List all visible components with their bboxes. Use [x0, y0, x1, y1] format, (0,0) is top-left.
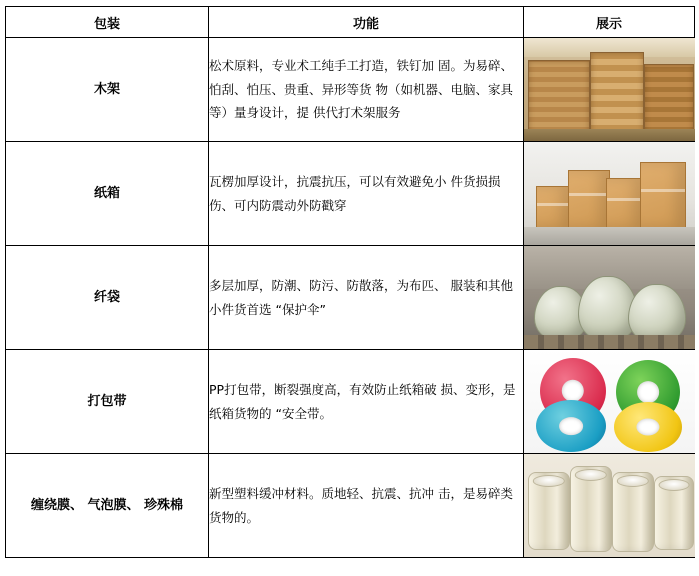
packaging-name-wood-crate: 木架 [6, 38, 209, 142]
film-roll-core [533, 475, 565, 487]
table-header [6, 7, 695, 38]
photo-floor [524, 227, 695, 245]
film-roll-core [575, 469, 607, 481]
packaging-display-stretch-film [524, 454, 695, 558]
packaging-function-stretch-film: 新型塑料缓冲材料。质地轻、抗震、抗冲 击，是易碎类货物的。 [209, 454, 524, 558]
film-roll [612, 472, 654, 552]
carton-boxes-photo [524, 142, 695, 245]
packaging-function-strapping-belt: PP打包带，断裂强度高，有效防止纸箱破 损、变形，是纸箱货物的 “安全带。 [209, 350, 524, 454]
packaging-display-wood-crate [524, 38, 695, 142]
packaging-function-woven-bag: 多层加厚，防潮、防污、防散落，为布匹、 服装和其他小件货首选 “保护伞” [209, 246, 524, 350]
carton-box [536, 186, 572, 228]
strapping-roll-blue [536, 400, 606, 452]
table-row [6, 142, 695, 246]
film-roll [654, 476, 694, 550]
box-tape [641, 189, 685, 192]
column-header-function: 功能 [209, 7, 524, 38]
packaging-name-strapping-belt: 打包带 [6, 350, 209, 454]
carton-box [606, 178, 644, 228]
packaging-name-woven-bag: 纤袋 [6, 246, 209, 350]
film-roll [570, 466, 612, 552]
box-tape [537, 203, 571, 206]
packaging-name-stretch-film: 缠绕膜、 气泡膜、 珍殊棉 [6, 454, 209, 558]
strapping-roll-yellow [614, 402, 682, 452]
wooden-crates-photo [524, 38, 695, 141]
woven-bags-photo [524, 246, 695, 349]
packaging-name-carton: 纸箱 [6, 142, 209, 246]
table-row [6, 454, 695, 558]
packaging-function-wood-crate: 松术原料，专业术工纯手工打造，铁钉加 固。为易碎、怕刮、怕压、贵重、异形等货 物（如机器、电脑、家具等）量身设计，提 供代打术架服务 [209, 38, 524, 142]
crate-left [528, 60, 590, 138]
carton-box [640, 162, 686, 228]
packaging-display-carton [524, 142, 695, 246]
film-roll [528, 472, 570, 550]
table-header-row [6, 7, 695, 38]
box-tape [569, 193, 609, 196]
table-body [6, 38, 695, 558]
table-row [6, 38, 695, 142]
crate-right [644, 64, 694, 138]
film-roll-core [659, 479, 690, 491]
stretch-film-rolls-photo [524, 454, 695, 557]
packaging-table-page [0, 6, 699, 576]
strapping-rolls-photo [524, 350, 695, 453]
photo-floor [524, 129, 695, 141]
box-tape [607, 198, 643, 201]
table-row [6, 350, 695, 454]
packaging-display-strapping-belt [524, 350, 695, 454]
column-header-display: 展示 [524, 7, 695, 38]
carton-box [568, 170, 610, 228]
packaging-display-woven-bag [524, 246, 695, 350]
photo-floor [524, 335, 695, 349]
packaging-table [5, 6, 695, 558]
column-header-packaging: 包装 [6, 7, 209, 38]
film-roll-core [617, 475, 649, 487]
packaging-function-carton: 瓦楞加厚设计，抗震抗压，可以有效避免小 件货损损伤、可内防震动外防戳穿 [209, 142, 524, 246]
woven-bag [628, 284, 686, 342]
crate-middle [590, 52, 644, 138]
table-row [6, 246, 695, 350]
